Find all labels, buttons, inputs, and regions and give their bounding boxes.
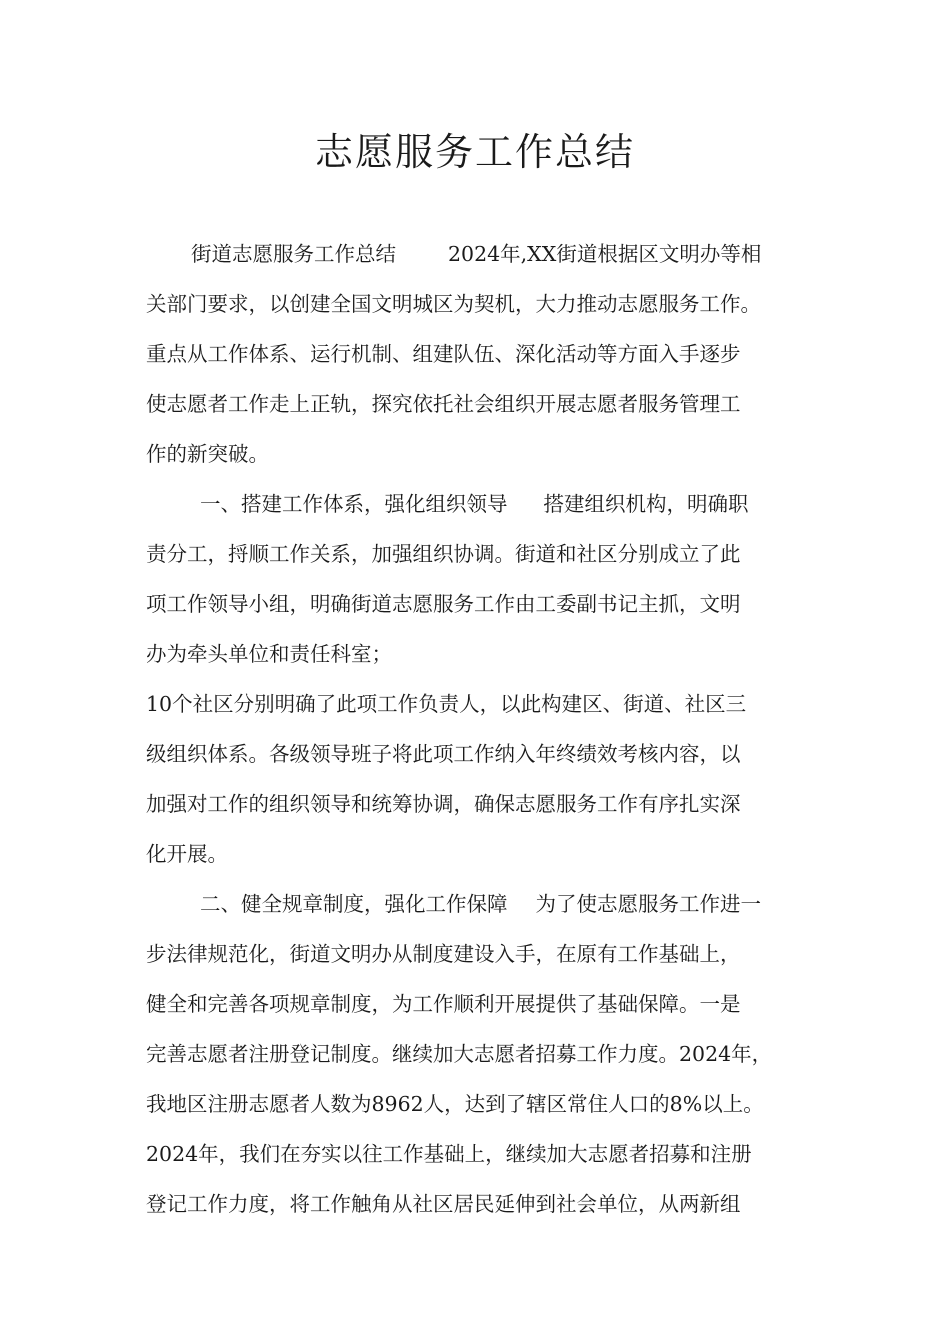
- paragraph-1-line-5: 作的新突破。: [146, 442, 269, 466]
- paragraph-4-line-1: [146, 879, 812, 929]
- paragraph-2-line-1: [146, 479, 812, 529]
- section-2-heading: 二、健全规章制度，强化工作保障: [200, 892, 508, 916]
- paragraph-3-line-3: 加强对工作的组织领导和统筹协调，确保志愿服务工作有序扎实深: [146, 792, 741, 816]
- paragraph-1-line-3: 重点从工作体系、运行机制、组建队伍、深化活动等方面入手逐步: [146, 342, 741, 366]
- paragraph-1-line-4: 使志愿者工作走上正轨，探究依托社会组织开展志愿者服务管理工: [146, 392, 741, 416]
- paragraph-3-line-4: 化开展。: [146, 842, 228, 866]
- paragraph-3-line-2: 级组织体系。各级领导班子将此项工作纳入年终绩效考核内容，以: [146, 742, 741, 766]
- paragraph-4-line-4: 完善志愿者注册登记制度。继续加大志愿者招募工作力度。2024年，: [146, 1042, 773, 1066]
- paragraph-4-line-7: 登记工作力度，将工作触角从社区居民延伸到社会单位，从两新组: [146, 1192, 741, 1216]
- paragraph-2-line-2: 责分工，捋顺工作关系，加强组织协调。街道和社区分别成立了此: [146, 542, 741, 566]
- paragraph-2-line-4: 办为牵头单位和责任科室；: [146, 642, 392, 666]
- paragraph-4-line-2: 步法律规范化，街道文明办从制度建设入手，在原有工作基础上，: [146, 942, 741, 966]
- paragraph-1-line-1: [146, 229, 812, 279]
- paragraph-4-line-1-text: 为了使志愿服务工作进一: [535, 892, 761, 916]
- document-body: [146, 229, 812, 1229]
- document-title: 志愿服务工作总结: [314, 130, 635, 174]
- paragraph-3-line-1: 10个社区分别明确了此项工作负责人，以此构建区、街道、社区三: [146, 692, 747, 716]
- paragraph-4-line-6: 2024年，我们在夯实以往工作基础上，继续加大志愿者招募和注册: [146, 1142, 752, 1166]
- paragraph-2-line-1-text: 搭建组织机构，明确职: [543, 492, 749, 516]
- paragraph-1-line-2: 关部门要求，以创建全国文明城区为契机，大力推动志愿服务工作。: [146, 292, 761, 316]
- paragraph-1-line-1-text: 2024年,XX街道根据区文明办等相: [448, 242, 762, 266]
- paragraph-4-line-5: 我地区注册志愿者人数为8962人，达到了辖区常住人口的8%以上。: [146, 1092, 764, 1116]
- paragraph-2-line-3: 项工作领导小组，明确街道志愿服务工作由工委副书记主抓，文明: [146, 592, 741, 616]
- section-1-heading: 一、搭建工作体系，强化组织领导: [200, 492, 508, 516]
- paragraph-4-line-3: 健全和完善各项规章制度，为工作顺利开展提供了基础保障。一是: [146, 992, 741, 1016]
- paragraph-1-lead: 街道志愿服务工作总结: [191, 242, 396, 266]
